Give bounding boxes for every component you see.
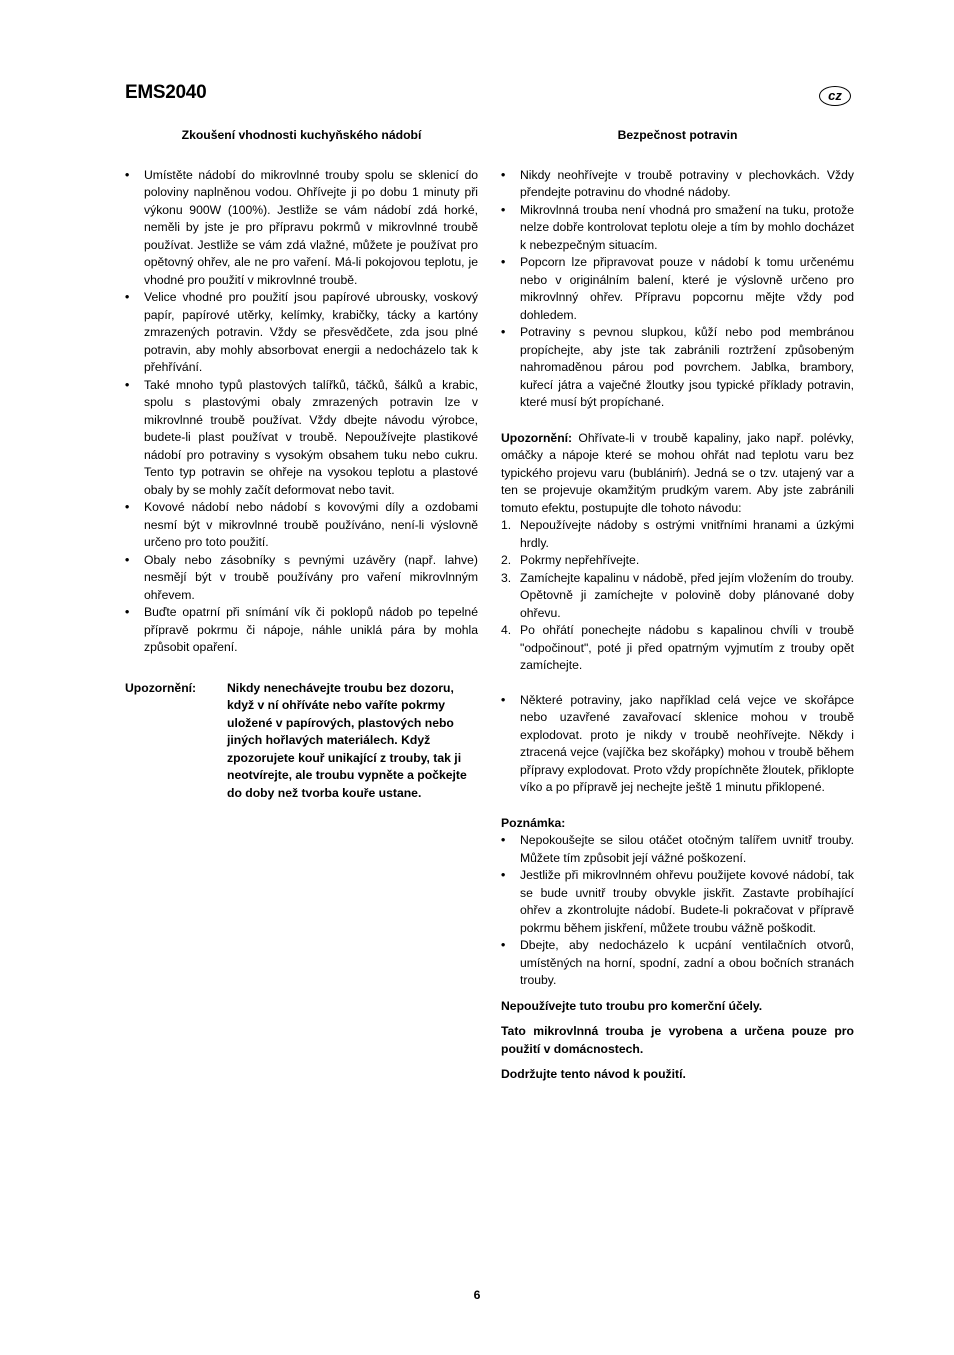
warning-label: Upozornění:	[125, 680, 197, 695]
list-item: • Dbejte, aby nedocházelo k ucpání ventilačních otvorů, umístěných na horní, spodní, zadní a obou bočních stranách trouby.	[501, 937, 854, 990]
list-item: • Kovové nádobí nebo nádobí s kovovými díly a ozdobami nesmí být v mikrovlnné troubě používáno, není-li výslovně určeno pro toto použití.	[125, 499, 478, 552]
liquid-warning-paragraph	[501, 430, 854, 518]
right-column	[501, 127, 854, 1084]
step-text: Po ohřátí ponechejte nádobu s kapalinou chvíli v troubě "odpočinout", poté ji před opatrným vyjmutím z trouby opět zamíchejte.	[520, 623, 854, 672]
list-item: • Některé potraviny, jako například celá vejce ve skořápce nebo uzavřené zavařovací sklenice mohou v troubě explodovat. proto je nikdy v troubě neohřívejte. Někdy i ztracená vejce (vajíčka bez skořápky) mohou v troubě během přípravy explodovat. Proto vždy propíchněte žloutek, přiklopte víko a po přípravě jej nechejte ještě 1 minutu přiklopené.	[501, 692, 854, 797]
step-text: Nepoužívejte nádoby s ostrými vnitřními hranami a úzkými hrdly.	[520, 518, 854, 550]
list-item	[501, 552, 854, 570]
note-heading: Poznámka:	[501, 815, 566, 830]
step-number: 2.	[501, 553, 512, 567]
list-item: • Mikrovlnná trouba není vhodná pro smažení na tuku, protože nelze dobře kontrolovat teplotu oleje a tím by mohlo docházet k nebezpečným situacím.	[501, 202, 854, 255]
list-item	[501, 622, 854, 675]
closing-follow-manual: Dodržujte tento návod k použití.	[501, 1067, 686, 1081]
fire-warning	[125, 680, 478, 803]
list-item	[501, 517, 854, 552]
step-number: 1.	[501, 518, 512, 532]
cookware-bullet-list	[125, 167, 478, 657]
step-text: Zamíchejte kapalinu v nádobě, před jejím vložením do trouby. Opětovně ji zamíchejte v polovině doby plánované doby ohřevu.	[520, 570, 854, 620]
list-item	[501, 570, 854, 623]
food-safety-bullet-list	[501, 167, 854, 412]
section-heading-cookware-test: Zkoušení vhodnosti kuchyňského nádobí	[181, 128, 422, 142]
list-item: • Obaly nebo zásobníky s pevnými uzávěry (např. lahve) nesmějí být v troubě používány pro vaření mikrovlnným ohřevem.	[125, 552, 478, 605]
language-badge: cz	[819, 86, 851, 106]
step-number: 3.	[501, 570, 512, 585]
list-item: • Také mnoho typů plastových talířků, táčků, šálků a krabic, spolu s plastovými obaly zmrazených potravin lze v mikrovlnné troubě používat. Vždy dbejte návodu výrobce, budete-li plast používat v troubě. Nepoužívejte plastikové nádobí pro potraviny s vysokým obsahem tuku nebo cukru. Tento typ potravin se ohřeje na vysokou teplotu a plastové obaly by se mohly začít deformovat nebo tavit.	[125, 377, 478, 500]
left-column	[125, 127, 478, 802]
egg-bullet-list	[501, 692, 854, 797]
page-number: 6	[473, 1288, 481, 1302]
liquid-steps-list	[501, 517, 854, 675]
section-heading-food-safety: Bezpečnost potravin	[617, 128, 738, 142]
note-bullet-list	[501, 832, 854, 990]
closing-commercial: Nepoužívejte tuto troubu pro komerční účely.	[501, 998, 763, 1013]
warning-text: Ohřívate-li v troubě kapaliny, jako např. polévky, omáčky a nápoje které se mohou ohřát nad teplotu varu bez typického projevu varu (bublániḿ). Jedná se o tzv. utajený var a ten se projevuje okamžitým prudkým varem. Aby jste zabránili tomuto efektu, postupujte dle tohoto návodu:	[501, 430, 854, 515]
list-item: • Umístěte nádobí do mikrovlnné trouby spolu se sklenicí do poloviny naplněnou vodou. Ohřívejte ji po dobu 1 minuty při výkonu 900W (100%). Jestliže se vám nádobí zdá horké, neměli by jste je pro přípravu pokrmů v mikrovlnné troubě používat. Jestliže se vám zdá vlažné, můžete je používat pro opětovný ohřev, ale ne pro vaření. Má-li pokojovou teplotu, je vhodné pro použití v mikrovlnné troubě.	[125, 167, 478, 290]
model-title: EMS2040	[125, 82, 207, 103]
list-item: • Velice vhodné pro použití jsou papírové ubrousky, voskový papír, papírové utěrky, kelímky, krabičky, tácky a kartóny zmrazených potravin. Vždy se přesvědčete, zda jsou plné potravin, aby mohly absorbovat energii a nedocházelo tak k přehřívání.	[125, 289, 478, 377]
step-number: 4.	[501, 623, 512, 637]
closing-household: Tato mikrovlnná trouba je vyrobena a určena pouze pro použití v domácnostech.	[501, 1024, 854, 1056]
list-item: • Jestliže při mikrovlnném ohřevu použijete kovové nádobí, tak se bude uvnitř trouby obvykle jiskřit. Zastavte probíhající ohřev a zkontrolujte nádobí. Budete-li pokračovat v přípravě pokrmu během jiskření, můžete troubu vážně poškodit.	[501, 867, 854, 937]
list-item: • Popcorn lze připravovat pouze v nádobí k tomu určenému nebo v originálním balení, které je výslovně určeno pro mikrovlnný ohřev. Přípravu popcornu mějte vždy pod dohledem.	[501, 254, 854, 324]
warning-text: Nikdy nenechávejte troubu bez dozoru, když v ní ohříváte nebo vaříte pokrmy uložené v papírových, plastových nebo jiných hořlavých materiálech. Když zpozorujete kouř unikající z trouby, tak ji neotvírejte, ale troubu vypněte a počkejte do doby než tvorba kouře ustane.	[227, 680, 467, 800]
list-item: • Buďte opatrní při snímání vík či poklopů nádob po tepelné přípravě pokrmu či nápoje, náhle uniklá pára by mohla způsobit opaření.	[125, 604, 478, 657]
list-item: • Nikdy neohřívejte v troubě potraviny v plechovkách. Vždy přendejte potravinu do vhodné nádoby.	[501, 167, 854, 202]
list-item: • Nepokoušejte se silou otáčet otočným talířem uvnitř trouby. Můžete tím způsobit její vážné poškození.	[501, 832, 854, 867]
warning-label: Upozornění:	[501, 430, 573, 445]
list-item: • Potraviny s pevnou slupkou, kůží nebo pod membránou propíchejte, aby jste tak zabránili roztržení způsobeným nahromaděnou párou pod povrchem. Jablka, brambory, kuřecí játra a vaječné žloutky jsou typické příklady potravin, které musí být propíchané.	[501, 324, 854, 412]
step-text: Pokrmy nepřehřívejte.	[520, 553, 640, 567]
